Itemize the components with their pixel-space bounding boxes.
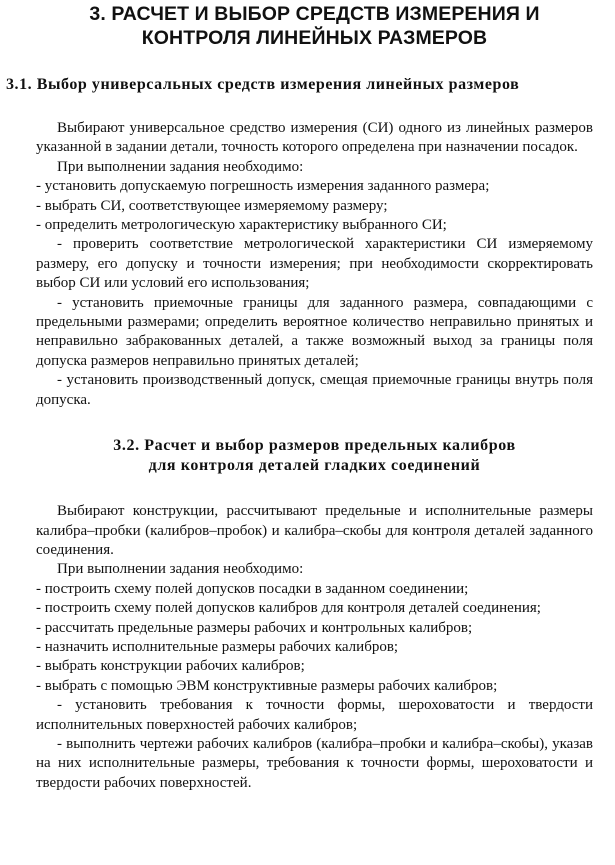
subsection-2-item: - выбрать с помощью ЭВМ конструктивные размеры рабочих калибров; — [36, 677, 498, 694]
subsection-1-intro: Выбирают универсальное средство измерения (СИ) одного из линейных размеров указанной в задании детали, точность которого определена при назначении посадок. — [36, 120, 593, 156]
subsection-2-item: - рассчитать предельные размеры рабочих и контрольных калибров; — [36, 619, 473, 636]
subsection-1-item: - выбрать СИ, соответствующее измеряемому размеру; — [36, 197, 388, 214]
subsection-2-requirements-lead: При выполнении задания необходимо: — [57, 561, 304, 578]
subsection-2-heading-line-2: для контроля деталей гладких соединений — [148, 457, 481, 475]
subsection-2-item: - выбрать конструкции рабочих калибров; — [36, 658, 305, 675]
subsection-2-item: - установить требования к точности формы, шероховатости и твердости исполнительных поверхностей рабочих калибров; — [36, 697, 593, 733]
subsection-1-item: - определить метрологическую характеристику выбранного СИ; — [36, 217, 447, 234]
subsection-2-heading — [36, 436, 593, 476]
subsection-2-intro: Выбирают конструкции, рассчитывают предельные и исполнительные размеры калибра–пробки (калибров–пробок) и калибра–скобы для контроля деталей заданного соединения. — [36, 503, 593, 558]
subsection-1-requirements-lead: При выполнении задания необходимо: — [57, 158, 304, 175]
subsection-1-item: - установить приемочные границы для заданного размера, совпадающими с предельными размерами; определить вероятное количество неправильно принятых и неправильно забракованных деталей, а также возможный выход за границы поля допуска размеров неправильно принятых деталей; — [36, 294, 593, 369]
subsection-2-body — [36, 502, 593, 793]
subsection-2-item: - выполнить чертежи рабочих калибров (калибра–пробки и калибра–скобы), указав на них исполнительные размеры, требования к точности формы, шероховатости и твердости рабочих поверхностей. — [36, 735, 593, 791]
subsection-1-body — [36, 119, 593, 410]
subsection-2-item: - построить схему полей допусков калибров для контроля деталей соединения; — [36, 600, 541, 617]
subsection-1-item: - установить допускаемую погрешность измерения заданного размера; — [36, 178, 490, 195]
subsection-1-item: - установить производственный допуск, смещая приемочные границы внутрь поля допуска. — [36, 372, 593, 408]
subsection-2-heading-line-1: 3.2. Расчет и выбор размеров предельных калибров — [113, 437, 516, 455]
subsection-1-item: - проверить соответствие метрологической характеристики СИ измеряемому размеру, его допуску и точности измерения; при необходимости скорректировать выбор СИ или условий его использования; — [36, 236, 593, 292]
section-title-line-2: КОНТРОЛЯ ЛИНЕЙНЫХ РАЗМЕРОВ — [141, 27, 488, 49]
section-title-line-1: 3. РАСЧЕТ И ВЫБОР СРЕДСТВ ИЗМЕРЕНИЯ И — [89, 3, 540, 25]
subsection-2-item: - назначить исполнительные размеры рабочих калибров; — [36, 638, 399, 655]
subsection-1-heading: 3.1. Выбор универсальных средств измерения линейных размеров — [6, 76, 520, 93]
subsection-2-item: - построить схему полей допусков посадки в заданном соединении; — [36, 580, 469, 597]
section-title — [36, 0, 593, 50]
